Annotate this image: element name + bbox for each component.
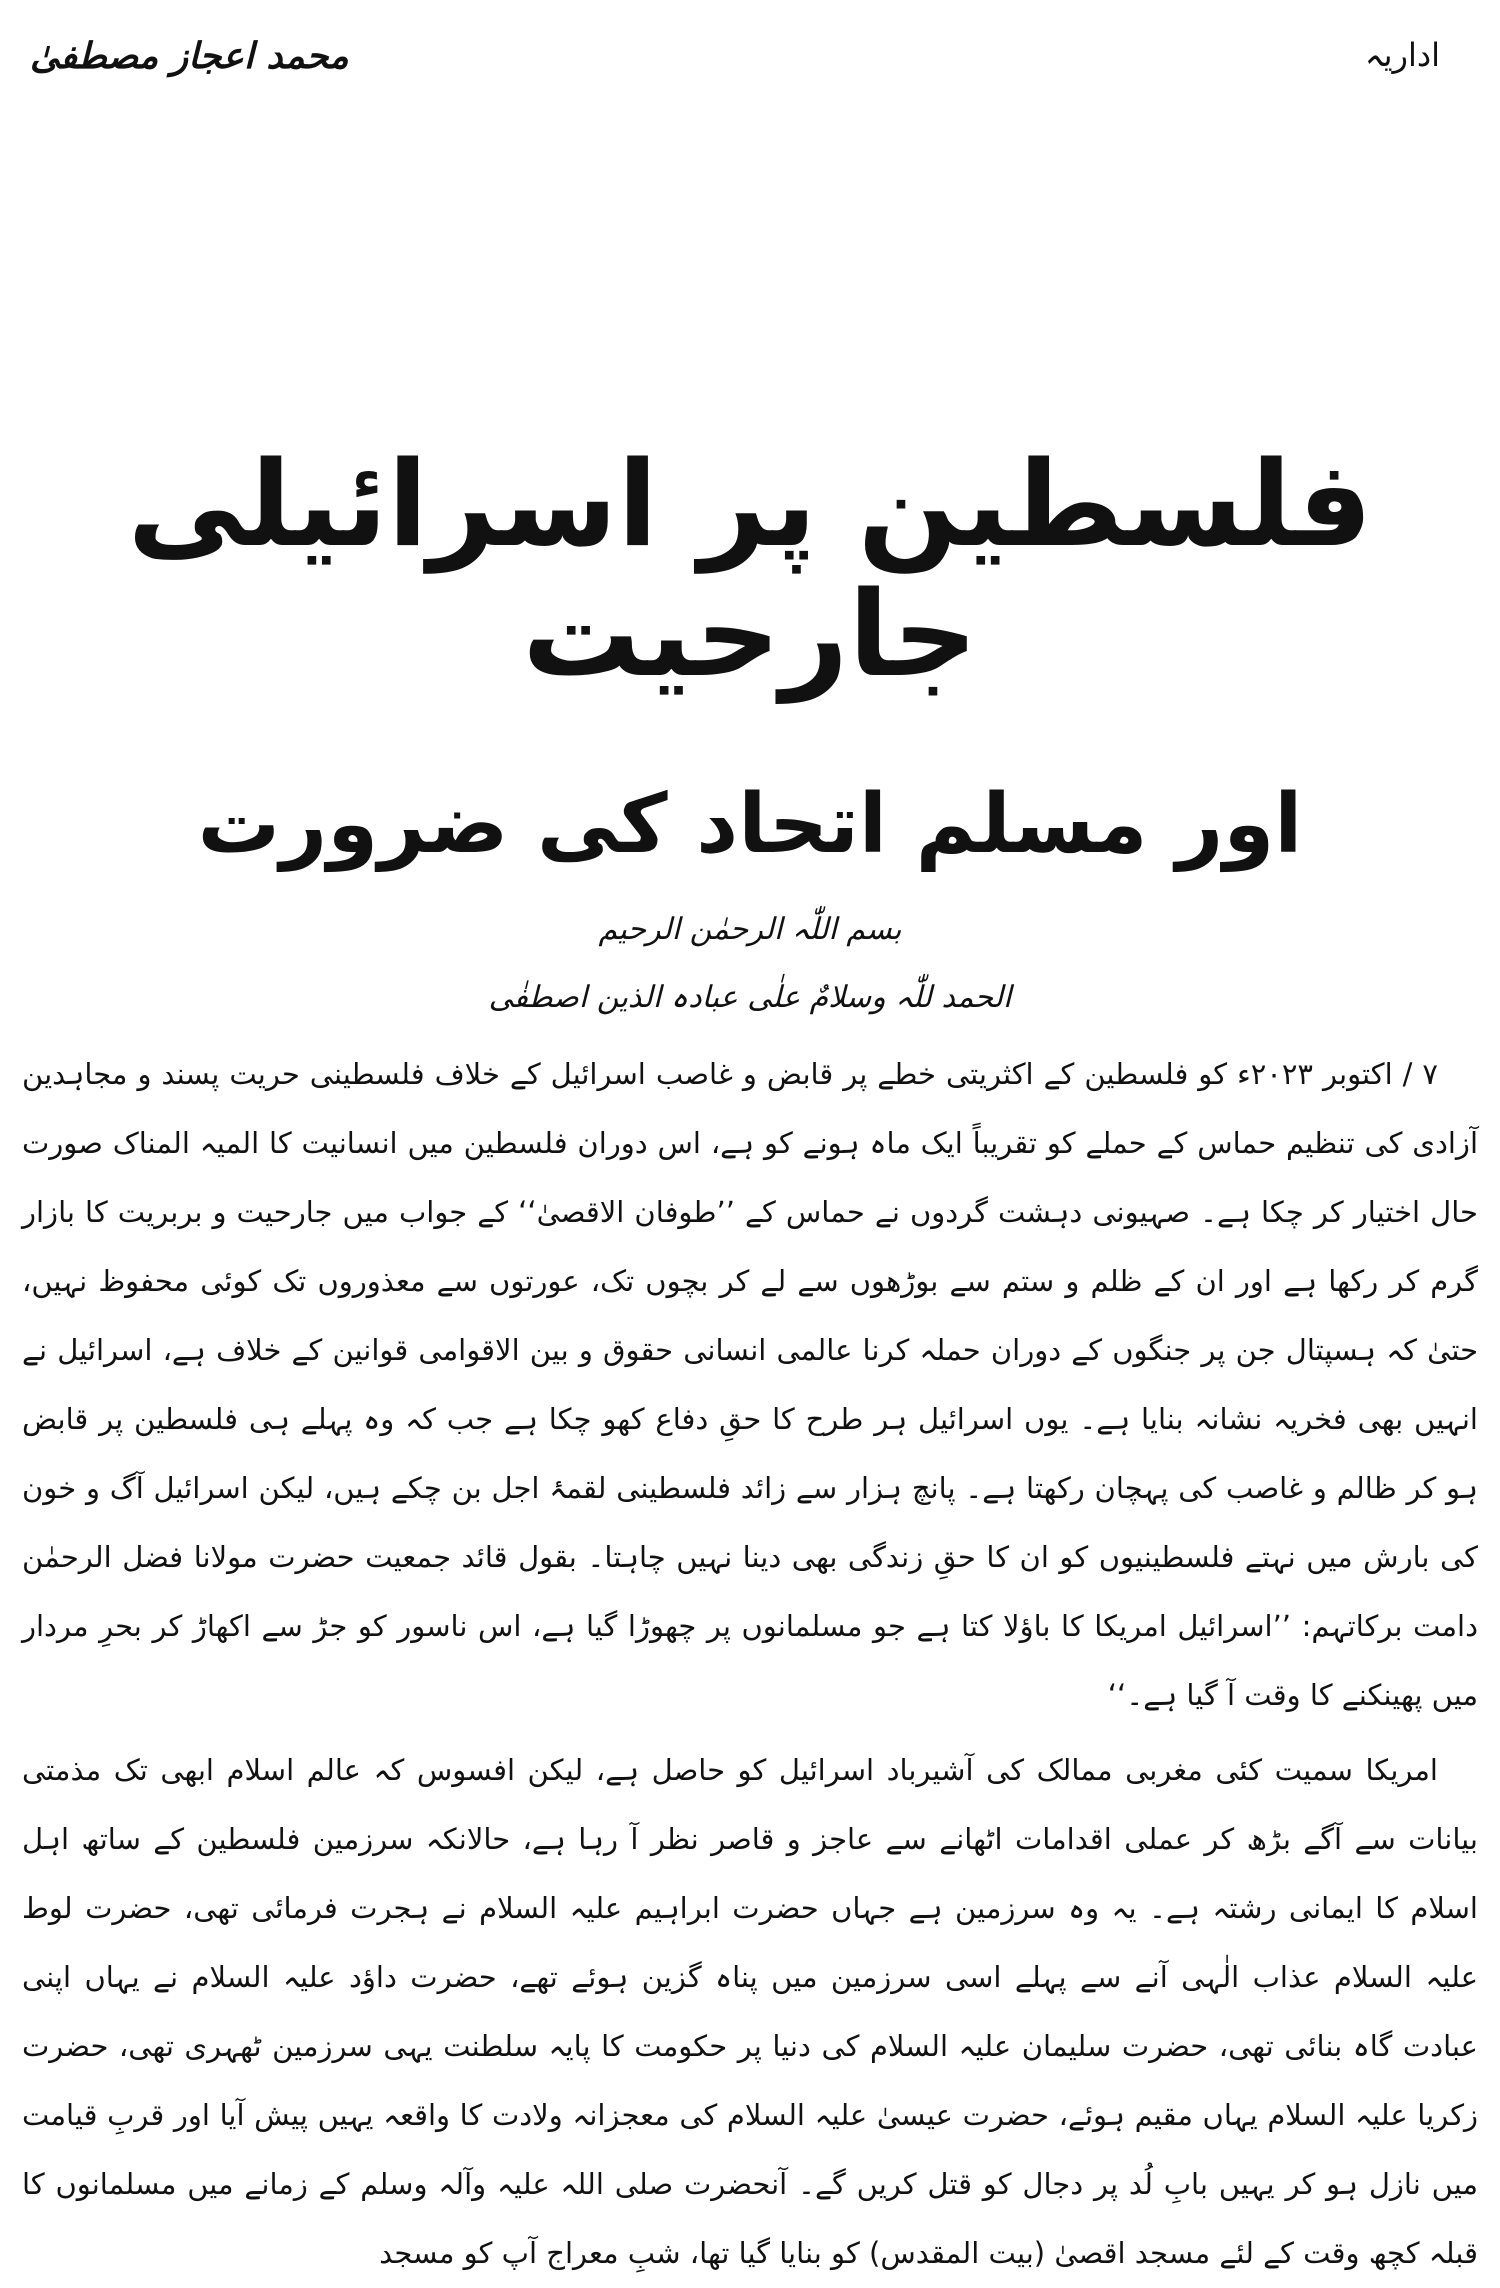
- section-label: اداریہ: [1364, 36, 1440, 74]
- bismillah: بسم اللّٰہ الرحمٰن الرحیم: [598, 912, 902, 947]
- article-title: فلسطین پر اسرائیلی جارحیت: [127, 435, 1373, 703]
- article-subtitle: اور مسلم اتحاد کی ضرورت: [197, 777, 1303, 872]
- article-body: [22, 1040, 1478, 2288]
- author-name: محمد اعجاز مصطفیٰ: [30, 36, 349, 77]
- paragraph-1: ۷ / اکتوبر ۲۰۲۳ء کو فلسطین کے اکثریتی خطے پر قابض و غاصب اسرائیل کے خلاف فلسطینی حریت پسند و مجاہدین آزادی کی تنظیم حماس کے حملے کو تقریباً ایک ماہ ہونے کو ہے، اس دوران فلسطین میں انسانیت کا المیہ المناک صورت حال اختیار کر چکا ہے۔ صہیونی دہشت گردوں نے حماس کے ’’طوفان الاقصیٰ‘‘ کے جواب میں جارحیت و بربریت کا بازار گرم کر رکھا ہے اور ان کے ظلم و ستم سے بوڑھوں سے لے کر بچوں تک، عورتوں سے معذوروں تک کوئی محفوظ نہیں، حتیٰ کہ ہسپتال جن پر جنگوں کے دوران حملہ کرنا عالمی انسانی حقوق و بین الاقوامی قوانین کے خلاف ہے، اسرائیل نے انہیں بھی فخریہ نشانہ بنایا ہے۔ یوں اسرائیل ہر طرح کا حقِ دفاع کھو چکا ہے جب کہ وہ پہلے ہی فلسطین پر قابض ہو کر ظالم و غاصب کی پہچان رکھتا ہے۔ پانچ ہزار سے زائد فلسطینی لقمۂ اجل بن چکے ہیں، لیکن اسرائیل آگ و خون کی بارش میں نہتے فلسطینیوں کو ان کا حقِ زندگی بھی دینا نہیں چاہتا۔ بقول قائد جمعیت حضرت مولانا فضل الرحمٰن دامت برکاتہم: ’’اسرائیل امریکا کا باؤلا کتا ہے جو مسلمانوں پر چھوڑا گیا ہے، اس ناسور کو جڑ سے اکھاڑ کر بحرِ مردار میں پھینکنے کا وقت آ گیا ہے۔‘‘: [22, 1057, 1478, 1712]
- paragraph-2: امریکا سمیت کئی مغربی ممالک کی آشیرباد اسرائیل کو حاصل ہے، لیکن افسوس کہ عالم اسلام ابھی تک مذمتی بیانات سے آگے بڑھ کر عملی اقدامات اٹھانے سے عاجز و قاصر نظر آ رہا ہے، حالانکہ سرزمین فلسطین کے ساتھ اہل اسلام کا ایمانی رشتہ ہے۔ یہ وہ سرزمین ہے جہاں حضرت ابراہیم علیہ السلام نے ہجرت فرمائی تھی، حضرت لوط علیہ السلام عذاب الٰہی آنے سے پہلے اسی سرزمین میں پناہ گزین ہوئے تھے، حضرت داؤد علیہ السلام نے یہاں اپنی عبادت گاہ بنائی تھی، حضرت سلیمان علیہ السلام کی دنیا پر حکومت کا پایہ سلطنت یہی سرزمین ٹھہری تھی، حضرت زکریا علیہ السلام یہاں مقیم ہوئے، حضرت عیسیٰ علیہ السلام کی معجزانہ ولادت کا واقعہ یہیں پیش آیا اور قربِ قیامت میں نازل ہو کر یہیں بابِ لُد پر دجال کو قتل کریں گے۔ آنحضرت صلی اللہ علیہ وآلہ وسلم کے زمانے میں مسلمانوں کا قبلہ کچھ وقت کے لئے مسجد اقصیٰ (بیت المقدس) کو بنایا گیا تھا، شبِ معراج آپ کو مسجد: [22, 1753, 1478, 2270]
- hamd-line: الحمد للّٰہ وسلامٌ علٰی عبادہ الذین اصطفٰی: [488, 980, 1012, 1015]
